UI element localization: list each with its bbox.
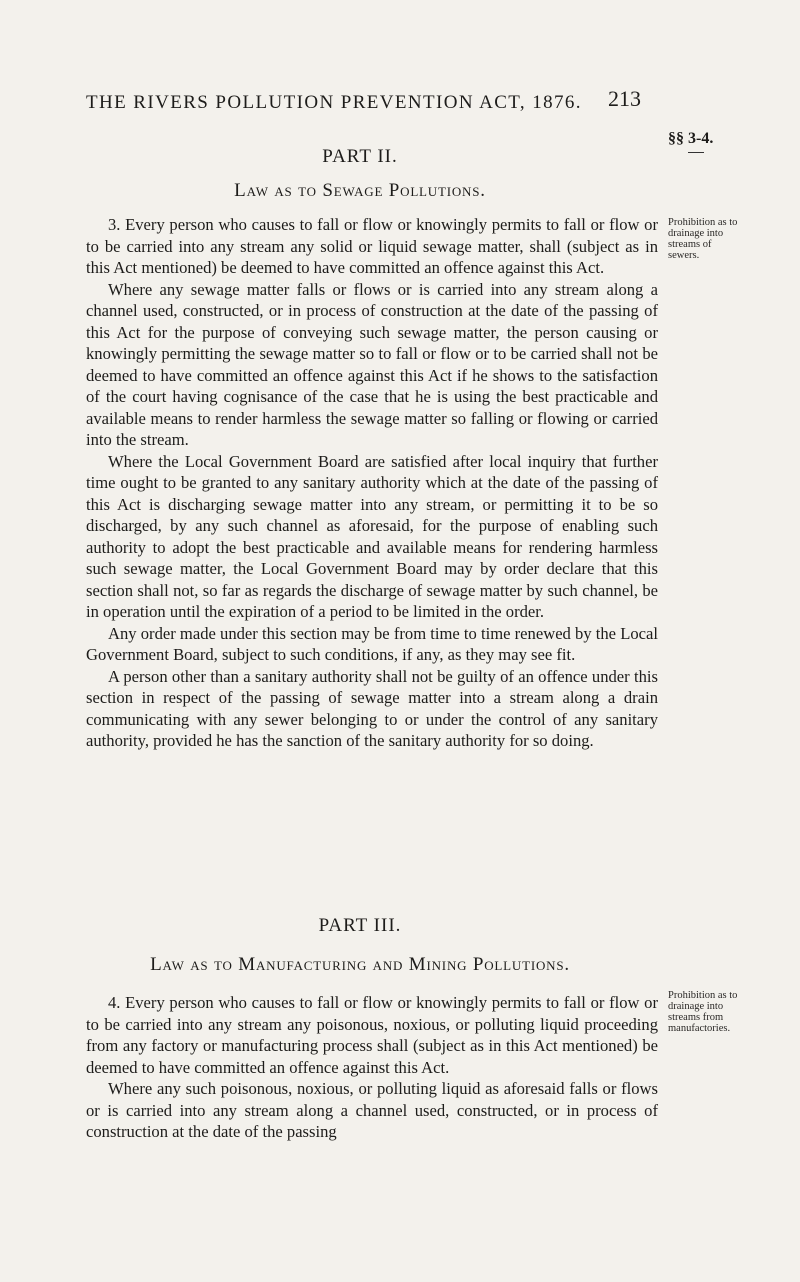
margin-note-line: streams from <box>668 1012 724 1023</box>
body-paragraph: Where any sewage matter falls or flows or is carried into any stream along a channel used, constructed, or in process of construction at the date of the passing of this Act for the purpose of conveying such sewage matter, the person causing or knowingly permitting the sewage matter so to fall or flow or to be carried shall not be deemed to have committed an offence against this Act if he shows to the satisfaction of the court having cognisance of the case that he is using the best practicable and available means to render harmless the sewage matter so falling or flowing or carried into the stream. <box>86 279 658 449</box>
part-3-body <box>86 992 658 1143</box>
page-number: 213 <box>608 86 641 111</box>
part-2-body <box>86 214 658 752</box>
margin-note-line: drainage into <box>668 228 724 239</box>
body-paragraph: Where the Local Government Board are satisfied after local inquiry that further time ought to be granted to any sanitary authority which at the date of the passing of this Act is discharging sewage matter into any stream, or permitting it to be so discharged, by any such channel as aforesaid, for the purpose of enabling such authority to adopt the best practicable and available means for rendering harmless such sewage matter, the Local Government Board may by order declare that this section shall not, so far as regards the discharge of sewage matter by such channel, be in operation until the expiration of a period to be limited in the order. <box>86 451 658 621</box>
margin-note-line: streams of <box>668 239 712 250</box>
part-3-subheading: Law as to Manufacturing and Mining Pollutions. <box>150 954 570 975</box>
body-paragraph: Where any such poisonous, noxious, or polluting liquid as aforesaid falls or flows or is carried into any stream along a channel used, constructed, or in process of construction at the date of the passing <box>86 1079 658 1141</box>
part-2-subheading: Law as to Sewage Pollutions. <box>234 180 486 201</box>
margin-note-line: Prohibition as to <box>668 990 738 1001</box>
margin-note-line: Prohibition as to <box>668 217 738 228</box>
section-4-paragraph: 4. Every person who causes to fall or flow or knowingly permits to fall or flow or to be carried into any stream any poisonous, noxious, or polluting liquid proceeding from any factory or manufacturing process shall (subject as in this Act mentioned) be deemed to have committed an offence against this Act. <box>86 993 658 1077</box>
part-3-heading: PART III. <box>318 915 402 936</box>
part-2-heading: PART II. <box>322 146 398 167</box>
running-title: THE RIVERS POLLUTION PREVENTION ACT, 1876. <box>86 92 582 113</box>
body-paragraph: A person other than a sanitary authority shall not be guilty of an offence under this section in respect of the passing of sewage matter into a stream along a drain communicating with any sewer belonging to or under the control of any sanitary authority, provided he has the sanction of the sanitary authority for so doing. <box>86 666 658 750</box>
section-reference: §§ 3-4. <box>668 130 714 147</box>
margin-note-line: sewers. <box>668 250 700 261</box>
body-paragraph: Any order made under this section may be from time to time renewed by the Local Government Board, subject to such conditions, if any, as they may see fit. <box>86 623 658 664</box>
part-3-margin-note <box>668 990 754 1034</box>
section-3-paragraph: 3. Every person who causes to fall or flow or knowingly permits to fall or flow or to be carried into any stream any solid or liquid sewage matter, shall (subject as in this Act mentioned) be deemed to have committed an offence against this Act. <box>86 215 658 277</box>
margin-note-line: manufactories. <box>668 1023 731 1034</box>
part-2-margin-note <box>668 217 754 261</box>
margin-note-line: drainage into <box>668 1001 724 1012</box>
